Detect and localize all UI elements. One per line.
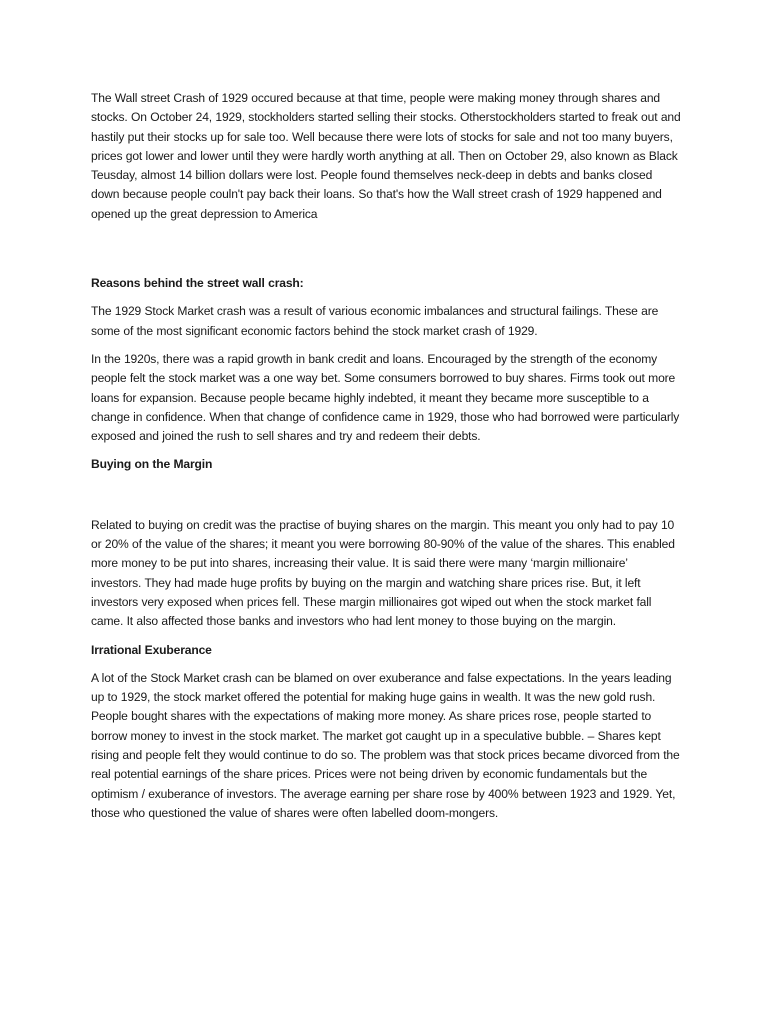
document-body [91, 89, 681, 823]
reasons-heading: Reasons behind the street wall crash: [91, 276, 304, 291]
exuberance-paragraph: A lot of the Stock Market crash can be blamed on over exuberance and false expectations. In the years leading up to 1929, the stock market offered the potential for making huge gains in wealth. It was the new gold rush. People bought shares with the expectations of making more money. As share prices rose, people started to borrow money to invest in the stock market. The market got caught up in a speculative bubble. – Shares kept rising and people felt they would continue to do so. The problem was that stock prices became divorced from the real potential earnings of the share prices. Prices were not being driven by economic fundamentals but the optimism / exuberance of investors. The average earning per share rose by 400% between 1923 and 1929. Yet, those who questioned the value of shares were often labelled doom-mongers. [91, 670, 680, 820]
exuberance-heading: Irrational Exuberance [91, 642, 212, 657]
reasons-paragraph-1: The 1929 Stock Market crash was a result of various economic imbalances and structural failings. These are some of the most significant economic factors behind the stock market crash of 1929. [91, 304, 659, 338]
margin-heading: Buying on the Margin [91, 457, 213, 472]
reasons-paragraph-2: In the 1920s, there was a rapid growth in bank credit and loans. Encouraged by the strength of the economy people felt the stock market was a one way bet. Some consumers borrowed to buy shares. Firms took out more loans for expansion. Because people became highly indebted, it meant they became more susceptible to a change in confidence. When that change of confidence came in 1929, those who had borrowed were particularly exposed and joined the rush to sell shares and try and redeem their debts. [91, 351, 680, 444]
intro-paragraph: The Wall street Crash of 1929 occured because at that time, people were making money through shares and stocks. On October 24, 1929, stockholders started selling their stocks. Otherstockholders started to freak out and hastily put their stocks up for sale too. Well because there were lots of stocks for sale and not too many buyers, prices got lower and lower until they were hardly worth anything at all. Then on October 29, also known as Black Teusday, almost 14 billion dollars were lost. People found themselves neck-deep in debts and banks closed down because people couln't pay back their loans. So that's how the Wall street crash of 1929 happened and opened up the great depression to America [91, 91, 681, 221]
margin-paragraph: Related to buying on credit was the practise of buying shares on the margin. This meant you only had to pay 10 or 20% of the value of the shares; it meant you were borrowing 80-90% of the value of the shares. This enabled more money to be put into shares, increasing their value. It is said there were many ‘margin millionaire’ investors. They had made huge profits by buying on the margin and watching share prices rise. But, it left investors very exposed when prices fell. These margin millionaires got wiped out when the stock market fall came. It also affected those banks and investors who had lent money to those buying on the margin. [91, 517, 675, 629]
